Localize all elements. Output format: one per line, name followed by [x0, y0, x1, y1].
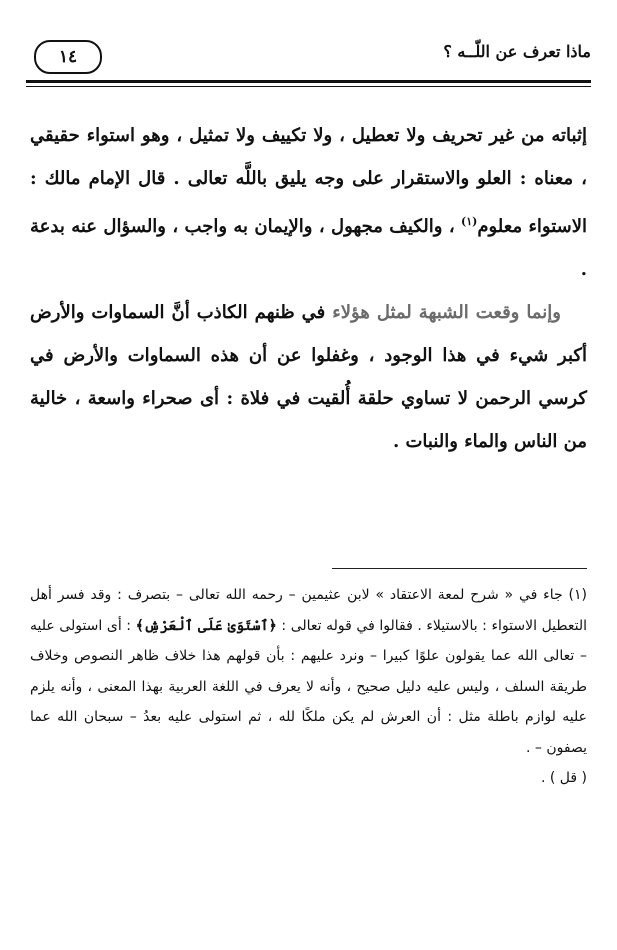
paragraph-1-tail: ، والكيف مجهول ، والإيمان به واجب ، والسؤال عنه بدعة . — [30, 216, 587, 280]
footnote-paragraph — [30, 580, 587, 763]
running-title: ماذا تعرف عن اللّــه ؟ — [443, 42, 591, 61]
footnote — [30, 580, 587, 794]
paragraph-2-text: في ظنهم الكاذب أنَّ السماوات والأرض أكبر شيء في هذا الوجود ، وغفلوا عن أن هذه السماوات والأرض في كرسي الرحمن لا تساوي حلقة أُلقيت في فلاة : أى صحراء واسعة ، خالية من الناس والماء والنبات . — [30, 302, 587, 452]
page-number-badge — [34, 40, 102, 74]
quran-verse: ﴿ٱسْتَوَىٰ عَلَى ٱلْعَرْشِ﴾ — [135, 617, 277, 634]
paragraph-1 — [30, 114, 587, 291]
page-number: ١٤ — [58, 47, 78, 67]
main-body — [30, 114, 587, 463]
highlighted-phrase: وإنما وقعت الشبهة لمثل هؤلاء — [332, 302, 561, 323]
footnote-divider — [332, 568, 587, 569]
footnote-text-2: : أى استولى عليه – تعالى الله عما يقولون علوًا كبيرا – ونرد عليهم : بأن قولهم هذا خلاف ظاهر النصوص وخلاف طريقة السلف ، وليس عليه دليل صحيح ، وأنه لا يعرف في اللغة العربية بهذا المعنى ، وأنه يلزم عليه لوازم باطلة مثل : أن العرش لم يكن ملكًا لله ، ثم استولى عليه بعدُ – سبحان الله عما يصفون – . — [30, 617, 587, 756]
footnote-text-1: (١) جاء في « شرح لمعة الاعتقاد » لابن عثيمين – رحمه الله تعالى – بتصرف : وقد فسر أهل التعطيل الاستواء : بالاستيلاء . فقالوا في قوله تعالى : — [30, 587, 588, 634]
header-rule-thick — [26, 80, 591, 83]
page-header — [26, 28, 591, 80]
footnote-reference[interactable]: (١) — [461, 215, 478, 228]
paragraph-1-lead: إثباته من غير تحريف ولا تعطيل ، ولا تكييف ولا تمثيل ، وهو استواء حقيقي ، معناه : العلو والاستقرار على وجه يليق باللَّه تعالى . قال الإمام مالك : الاستواء معلوم — [30, 125, 587, 237]
paragraph-2 — [30, 291, 587, 463]
header-rule-thin — [26, 86, 591, 87]
footnote-signature: ( قل ) . — [540, 770, 587, 786]
